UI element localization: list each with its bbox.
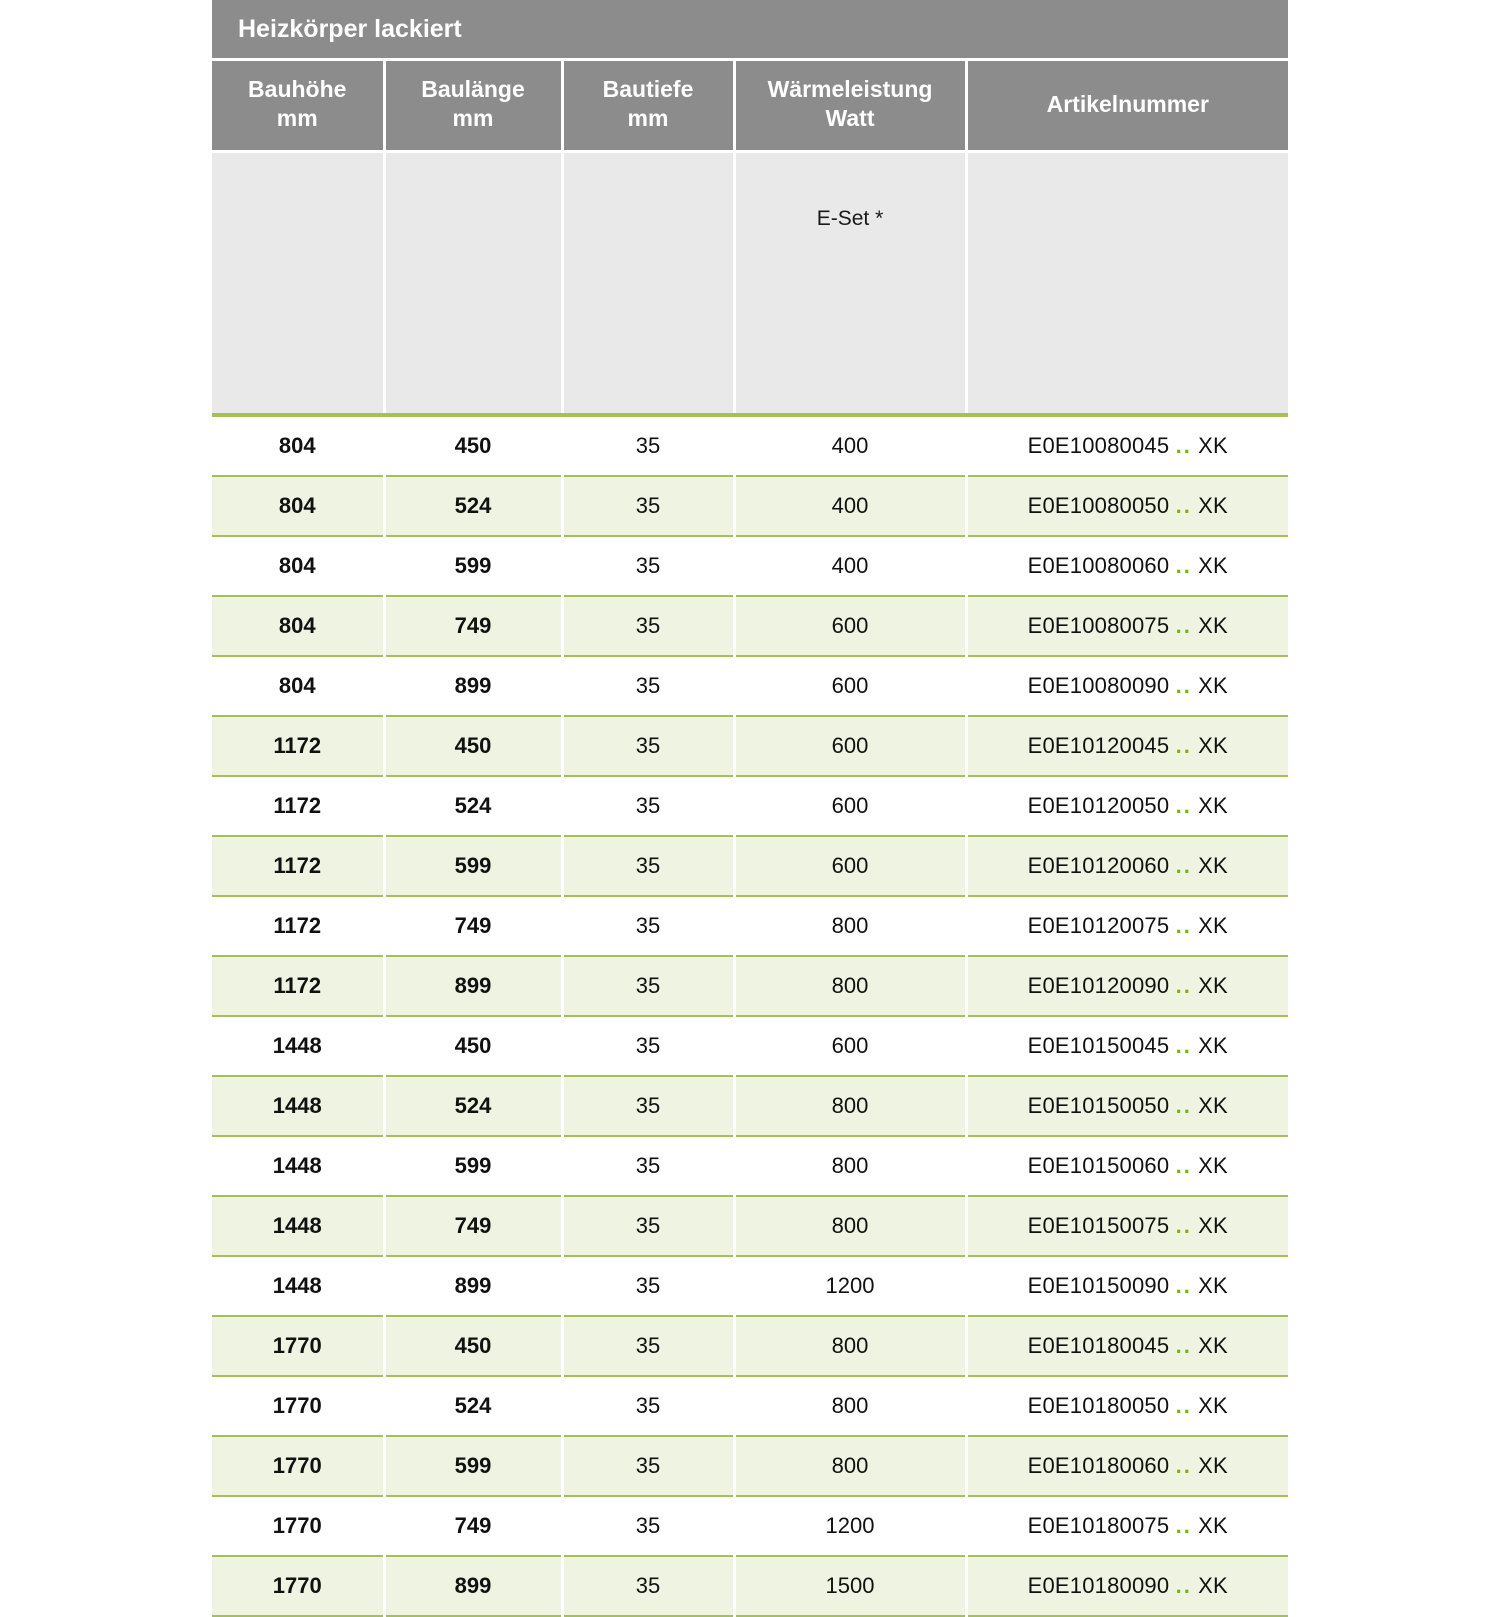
table-row [212, 656, 1288, 716]
artikelnummer-prefix: E0E10150045 [1027, 1032, 1176, 1058]
cell-baulaenge: 524 [384, 1376, 562, 1436]
cell-waermeleistung: 600 [734, 596, 966, 656]
table-title-row [212, 0, 1288, 60]
table-head [212, 0, 1288, 415]
column-header-bauhoehe-unit: mm [276, 105, 318, 132]
cell-baulaenge: 599 [384, 836, 562, 896]
cell-bauhoehe: 1770 [212, 1496, 384, 1556]
cell-baulaenge: 899 [384, 1556, 562, 1616]
cell-bauhoehe: 1770 [212, 1376, 384, 1436]
cell-bautiefe: 35 [562, 1076, 734, 1136]
artikelnummer-suffix: XK [1191, 672, 1228, 698]
cell-bauhoehe: 1448 [212, 1196, 384, 1256]
cell-baulaenge: 749 [384, 896, 562, 956]
table-row [212, 896, 1288, 956]
column-header-bautiefe-label: Bautiefe [602, 76, 694, 102]
cell-waermeleistung: 800 [734, 1436, 966, 1496]
artikelnummer-prefix: E0E10150090 [1027, 1272, 1176, 1298]
artikelnummer-suffix: XK [1191, 1332, 1228, 1358]
column-header-bautiefe-unit: mm [627, 105, 669, 132]
artikelnummer-suffix: XK [1191, 1512, 1228, 1538]
cell-waermeleistung: 600 [734, 1016, 966, 1076]
artikelnummer-prefix: E0E10080090 [1027, 672, 1176, 698]
artikelnummer-prefix: E0E10150060 [1027, 1152, 1176, 1178]
cell-bautiefe: 35 [562, 716, 734, 776]
artikelnummer-prefix: E0E10180060 [1027, 1452, 1176, 1478]
artikelnummer-placeholder-dots: .. [1175, 1572, 1192, 1598]
cell-baulaenge: 749 [384, 1496, 562, 1556]
cell-bauhoehe: 804 [212, 656, 384, 716]
table-row [212, 1016, 1288, 1076]
cell-artikelnummer [966, 596, 1288, 656]
cell-bautiefe: 35 [562, 1196, 734, 1256]
artikelnummer-suffix: XK [1191, 972, 1228, 998]
artikelnummer-suffix: XK [1191, 552, 1228, 578]
table-row [212, 1556, 1288, 1616]
cell-artikelnummer [966, 956, 1288, 1016]
artikelnummer-placeholder-dots: .. [1175, 1272, 1192, 1298]
cell-bauhoehe: 1448 [212, 1136, 384, 1196]
cell-artikelnummer [966, 836, 1288, 896]
artikelnummer-suffix: XK [1191, 732, 1228, 758]
table-row [212, 1496, 1288, 1556]
table-subheader-row [212, 151, 1288, 415]
cell-bauhoehe: 1770 [212, 1556, 384, 1616]
cell-baulaenge: 524 [384, 776, 562, 836]
column-header-waermeleistung-unit: Watt [825, 105, 875, 132]
column-header-baulaenge-unit: mm [452, 105, 494, 132]
cell-waermeleistung: 800 [734, 956, 966, 1016]
cell-bautiefe: 35 [562, 1136, 734, 1196]
subheader-eset: E-Set * [734, 151, 966, 415]
artikelnummer-placeholder-dots: .. [1175, 792, 1192, 818]
cell-baulaenge: 749 [384, 596, 562, 656]
artikelnummer-placeholder-dots: .. [1175, 552, 1192, 578]
cell-artikelnummer [966, 1076, 1288, 1136]
cell-waermeleistung: 1200 [734, 1256, 966, 1316]
column-header-baulaenge-label: Baulänge [421, 76, 525, 102]
table-column-header-row [212, 60, 1288, 152]
cell-waermeleistung: 800 [734, 1196, 966, 1256]
heizkoerper-spec-table [212, 0, 1288, 1617]
artikelnummer-placeholder-dots: .. [1175, 672, 1192, 698]
cell-artikelnummer [966, 476, 1288, 536]
cell-bauhoehe: 1448 [212, 1016, 384, 1076]
cell-bautiefe: 35 [562, 1556, 734, 1616]
cell-artikelnummer [966, 896, 1288, 956]
spec-table-container [212, 0, 1288, 1617]
cell-artikelnummer [966, 1256, 1288, 1316]
cell-artikelnummer [966, 415, 1288, 476]
artikelnummer-prefix: E0E10080060 [1027, 552, 1176, 578]
artikelnummer-prefix: E0E10180075 [1027, 1512, 1176, 1538]
cell-baulaenge: 899 [384, 656, 562, 716]
artikelnummer-prefix: E0E10120075 [1027, 912, 1176, 938]
cell-bauhoehe: 1770 [212, 1316, 384, 1376]
cell-baulaenge: 524 [384, 476, 562, 536]
artikelnummer-suffix: XK [1191, 1452, 1228, 1478]
cell-waermeleistung: 800 [734, 1316, 966, 1376]
cell-bautiefe: 35 [562, 476, 734, 536]
artikelnummer-suffix: XK [1191, 1272, 1228, 1298]
column-header-bauhoehe-label: Bauhöhe [248, 76, 347, 102]
artikelnummer-suffix: XK [1191, 1092, 1228, 1118]
cell-bauhoehe: 1770 [212, 1436, 384, 1496]
artikelnummer-placeholder-dots: .. [1175, 1152, 1192, 1178]
column-header-baulaenge [384, 60, 562, 152]
column-header-artikelnummer-label: Artikelnummer [1046, 90, 1209, 117]
cell-baulaenge: 899 [384, 956, 562, 1016]
cell-bauhoehe: 1172 [212, 776, 384, 836]
cell-artikelnummer [966, 1556, 1288, 1616]
column-header-artikelnummer [966, 60, 1288, 152]
artikelnummer-prefix: E0E10180045 [1027, 1332, 1176, 1358]
artikelnummer-placeholder-dots: .. [1175, 1032, 1192, 1058]
artikelnummer-prefix: E0E10120090 [1027, 972, 1176, 998]
artikelnummer-prefix: E0E10080045 [1027, 432, 1176, 458]
artikelnummer-prefix: E0E10150050 [1027, 1092, 1176, 1118]
table-row [212, 415, 1288, 476]
table-row [212, 536, 1288, 596]
cell-waermeleistung: 600 [734, 776, 966, 836]
cell-bautiefe: 35 [562, 1316, 734, 1376]
artikelnummer-suffix: XK [1191, 432, 1228, 458]
cell-bauhoehe: 1172 [212, 956, 384, 1016]
cell-bauhoehe: 1448 [212, 1076, 384, 1136]
cell-bautiefe: 35 [562, 776, 734, 836]
cell-baulaenge: 599 [384, 1136, 562, 1196]
artikelnummer-placeholder-dots: .. [1175, 432, 1192, 458]
artikelnummer-suffix: XK [1191, 492, 1228, 518]
cell-waermeleistung: 1200 [734, 1496, 966, 1556]
artikelnummer-placeholder-dots: .. [1175, 732, 1192, 758]
artikelnummer-placeholder-dots: .. [1175, 972, 1192, 998]
cell-baulaenge: 899 [384, 1256, 562, 1316]
table-row [212, 1256, 1288, 1316]
table-body [212, 415, 1288, 1616]
artikelnummer-prefix: E0E10120060 [1027, 852, 1176, 878]
cell-waermeleistung: 400 [734, 536, 966, 596]
artikelnummer-suffix: XK [1191, 792, 1228, 818]
cell-bauhoehe: 1172 [212, 896, 384, 956]
cell-baulaenge: 450 [384, 716, 562, 776]
cell-baulaenge: 450 [384, 1316, 562, 1376]
cell-waermeleistung: 800 [734, 896, 966, 956]
cell-bauhoehe: 1448 [212, 1256, 384, 1316]
artikelnummer-prefix: E0E10180090 [1027, 1572, 1176, 1598]
subheader-artikelnummer [966, 151, 1288, 415]
artikelnummer-prefix: E0E10080075 [1027, 612, 1176, 638]
cell-baulaenge: 599 [384, 536, 562, 596]
cell-bauhoehe: 804 [212, 476, 384, 536]
table-row [212, 1436, 1288, 1496]
cell-waermeleistung: 600 [734, 716, 966, 776]
artikelnummer-suffix: XK [1191, 612, 1228, 638]
cell-bauhoehe: 1172 [212, 836, 384, 896]
table-row [212, 1076, 1288, 1136]
artikelnummer-placeholder-dots: .. [1175, 492, 1192, 518]
cell-waermeleistung: 800 [734, 1136, 966, 1196]
subheader-bauhoehe [212, 151, 384, 415]
table-row [212, 716, 1288, 776]
subheader-bautiefe [562, 151, 734, 415]
cell-waermeleistung: 1500 [734, 1556, 966, 1616]
artikelnummer-placeholder-dots: .. [1175, 912, 1192, 938]
cell-artikelnummer [966, 716, 1288, 776]
cell-bauhoehe: 804 [212, 596, 384, 656]
artikelnummer-prefix: E0E10120050 [1027, 792, 1176, 818]
cell-artikelnummer [966, 1436, 1288, 1496]
cell-bautiefe: 35 [562, 1376, 734, 1436]
cell-artikelnummer [966, 536, 1288, 596]
artikelnummer-suffix: XK [1191, 1152, 1228, 1178]
artikelnummer-placeholder-dots: .. [1175, 1392, 1192, 1418]
artikelnummer-placeholder-dots: .. [1175, 612, 1192, 638]
table-row [212, 956, 1288, 1016]
cell-bautiefe: 35 [562, 1496, 734, 1556]
artikelnummer-prefix: E0E10180050 [1027, 1392, 1176, 1418]
artikelnummer-suffix: XK [1191, 1392, 1228, 1418]
cell-bautiefe: 35 [562, 656, 734, 716]
table-row [212, 476, 1288, 536]
cell-bauhoehe: 1172 [212, 716, 384, 776]
table-title: Heizkörper lackiert [212, 0, 1288, 60]
cell-baulaenge: 599 [384, 1436, 562, 1496]
artikelnummer-placeholder-dots: .. [1175, 1332, 1192, 1358]
column-header-waermeleistung [734, 60, 966, 152]
artikelnummer-suffix: XK [1191, 1212, 1228, 1238]
cell-artikelnummer [966, 1376, 1288, 1436]
cell-baulaenge: 749 [384, 1196, 562, 1256]
table-row [212, 1376, 1288, 1436]
cell-bautiefe: 35 [562, 836, 734, 896]
table-row [212, 1136, 1288, 1196]
column-header-bautiefe [562, 60, 734, 152]
table-row [212, 1196, 1288, 1256]
artikelnummer-placeholder-dots: .. [1175, 852, 1192, 878]
column-header-bauhoehe [212, 60, 384, 152]
table-row [212, 1316, 1288, 1376]
cell-bautiefe: 35 [562, 1256, 734, 1316]
cell-baulaenge: 450 [384, 1016, 562, 1076]
cell-waermeleistung: 800 [734, 1376, 966, 1436]
artikelnummer-prefix: E0E10120045 [1027, 732, 1176, 758]
cell-artikelnummer [966, 1196, 1288, 1256]
cell-bautiefe: 35 [562, 1016, 734, 1076]
table-row [212, 776, 1288, 836]
table-row [212, 836, 1288, 896]
cell-artikelnummer [966, 1316, 1288, 1376]
artikelnummer-placeholder-dots: .. [1175, 1212, 1192, 1238]
cell-bauhoehe: 804 [212, 536, 384, 596]
artikelnummer-prefix: E0E10080050 [1027, 492, 1176, 518]
cell-baulaenge: 450 [384, 415, 562, 476]
column-header-waermeleistung-label: Wärmeleistung [767, 76, 933, 102]
cell-bautiefe: 35 [562, 956, 734, 1016]
cell-bautiefe: 35 [562, 596, 734, 656]
cell-artikelnummer [966, 1016, 1288, 1076]
artikelnummer-placeholder-dots: .. [1175, 1512, 1192, 1538]
cell-bautiefe: 35 [562, 536, 734, 596]
cell-artikelnummer [966, 1496, 1288, 1556]
artikelnummer-suffix: XK [1191, 912, 1228, 938]
cell-waermeleistung: 600 [734, 836, 966, 896]
artikelnummer-suffix: XK [1191, 1572, 1228, 1598]
table-row [212, 596, 1288, 656]
cell-waermeleistung: 400 [734, 415, 966, 476]
cell-bautiefe: 35 [562, 1436, 734, 1496]
cell-waermeleistung: 600 [734, 656, 966, 716]
cell-waermeleistung: 800 [734, 1076, 966, 1136]
artikelnummer-suffix: XK [1191, 852, 1228, 878]
artikelnummer-suffix: XK [1191, 1032, 1228, 1058]
cell-artikelnummer [966, 776, 1288, 836]
subheader-baulaenge [384, 151, 562, 415]
artikelnummer-placeholder-dots: .. [1175, 1092, 1192, 1118]
cell-waermeleistung: 400 [734, 476, 966, 536]
cell-bautiefe: 35 [562, 896, 734, 956]
artikelnummer-prefix: E0E10150075 [1027, 1212, 1176, 1238]
cell-artikelnummer [966, 1136, 1288, 1196]
artikelnummer-placeholder-dots: .. [1175, 1452, 1192, 1478]
cell-artikelnummer [966, 656, 1288, 716]
cell-bautiefe: 35 [562, 415, 734, 476]
cell-bauhoehe: 804 [212, 415, 384, 476]
cell-baulaenge: 524 [384, 1076, 562, 1136]
